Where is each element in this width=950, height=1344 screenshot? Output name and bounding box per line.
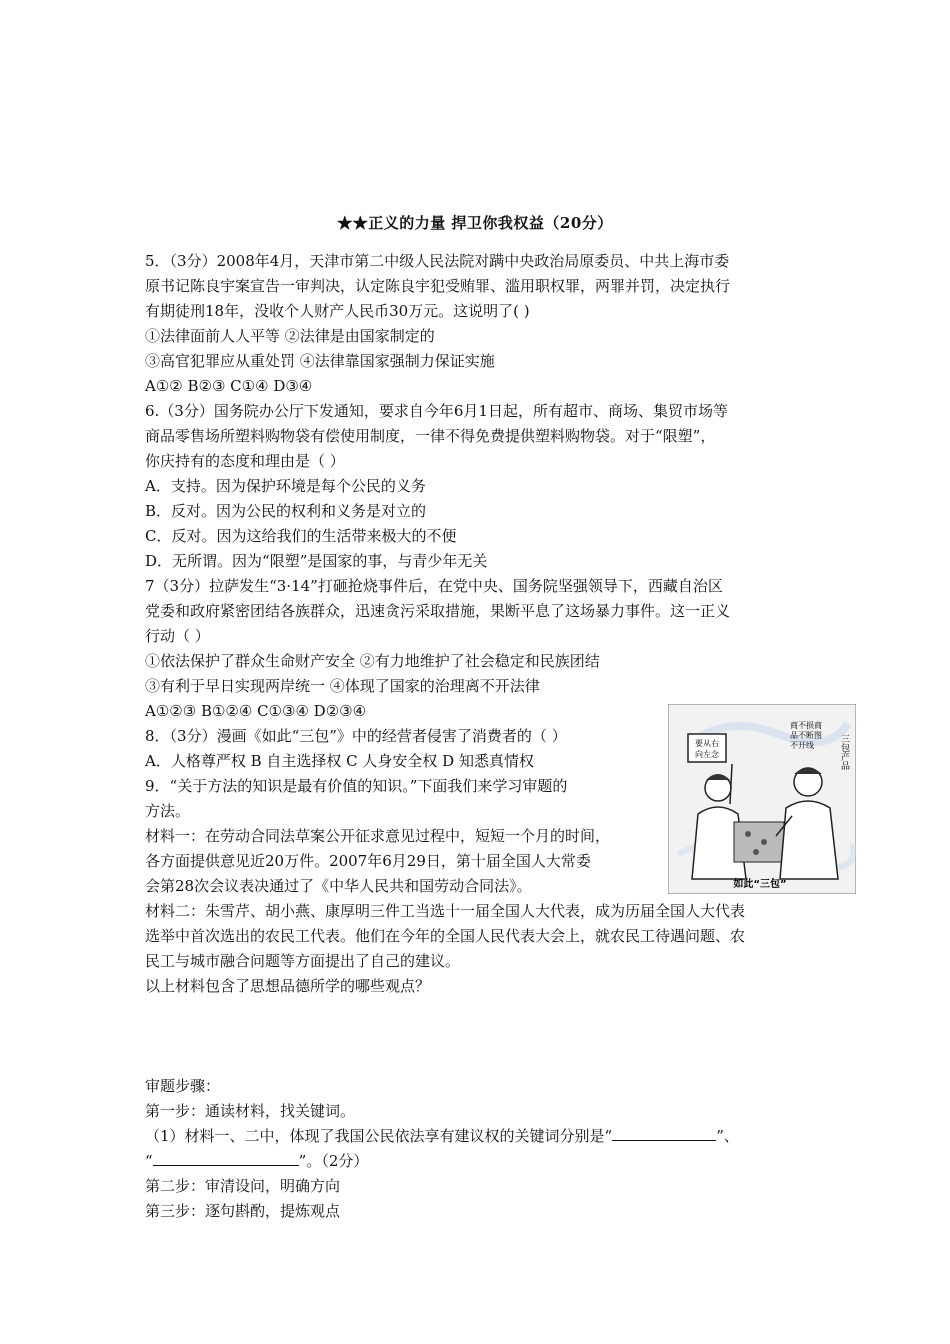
- q6-line-2: 商品零售场所塑料购物袋有偿使用制度，一律不得免费提供塑料购物袋。对于“限塑”，: [145, 427, 716, 445]
- cartoon-side-text: 三包产品: [839, 734, 849, 770]
- q5-options-2: ③高官犯罪应从重处罚 ④法律靠国家强制力保证实施: [145, 352, 495, 370]
- cartoon-bubble-left-2: 向左念: [695, 750, 719, 759]
- subquestion-score: ”。（2分）: [298, 1152, 369, 1170]
- q6-option-c: C．反对。因为这给我们的生活带来极大的不便: [145, 527, 457, 545]
- subquestion-text-tail: ”、: [716, 1127, 739, 1145]
- q9-line-2: 方法。: [145, 802, 191, 820]
- step-1-subquestion-line-2: [145, 1151, 368, 1171]
- q7-options-2: ③有利于早日实现两岸统一 ④体现了国家的治理离不开法律: [145, 677, 540, 695]
- q6-option-a: A．支持。因为保护环境是每个公民的义务: [145, 477, 426, 495]
- q6-line-1: 6.（3分）国务院办公厅下发通知，要求自今年6月1日起，所有超市、商场、集贸市场等: [145, 402, 728, 420]
- cartoon-image: [668, 704, 856, 894]
- cartoon-caption: 如此“三包”: [733, 879, 787, 890]
- q5-line-2: 原书记陈良宇案宣告一审判决，认定陈良宇犯受贿罪、滥用职权罪，两罪并罚，决定执行: [145, 277, 731, 295]
- q8-choices: A．人格尊严权 B 自主选择权 C 人身安全权 D 知悉真情权: [145, 752, 534, 770]
- q5-line-1: 5．（3分）2008年4月，天津市第二中级人民法院对蹒中央政治局原委员、中共上海市委: [145, 252, 730, 270]
- subquestion-text: （1）材料一、二中，体现了我国公民依法享有建议权的关键词分别是“: [145, 1127, 613, 1145]
- step-3: 第三步：逐句斟酌，提炼观点: [145, 1202, 341, 1220]
- q9-question: 以上材料包含了思想品德所学的哪些观点？: [145, 977, 431, 995]
- q9-material-1-line-3: 会第28次会议表决通过了《中华人民共和国劳动合同法》。: [145, 877, 532, 895]
- q9-material-2-line-3: 民工与城市融合问题等方面提出了自己的建议。: [145, 952, 461, 970]
- q5-choices: A①② B②③ C①④ D③④: [145, 377, 313, 395]
- step-1: 第一步：通读材料，找关键词。: [145, 1102, 356, 1120]
- q5-options-1: ①法律面前人人平等 ②法律是由国家制定的: [145, 327, 435, 345]
- answer-blank-1[interactable]: [612, 1126, 716, 1141]
- quote-open: “: [145, 1152, 153, 1170]
- q9-material-2-line-1: 材料二：朱雪芹、胡小燕、康厚明三件工当选十一届全国人大代表，成为历届全国人大代表: [145, 902, 746, 920]
- cartoon-right-text-1: 商不损商: [790, 721, 822, 730]
- q9-material-1-line-1: 材料一：在劳动合同法草案公开征求意见过程中，短短一个月的时间，: [145, 827, 611, 845]
- cartoon-right-text-2: 品不断图: [790, 731, 822, 740]
- q7-line-3: 行动（ ）: [145, 627, 210, 645]
- cartoon-right-text-3: 不开线: [790, 741, 814, 750]
- steps-heading: 审题步骤：: [145, 1077, 221, 1095]
- q7-line-2: 党委和政府紧密团结各族群众，迅速贪污采取措施，果断平息了这场暴力事件。这一正义: [145, 602, 731, 620]
- step-1-subquestion-line-1: [145, 1126, 739, 1146]
- cartoon-bubble-left-1: 要从右: [695, 739, 719, 748]
- q7-line-1: 7（3分）拉萨发生“3·14”打砸抢烧事件后，在党中央、国务院坚强领导下，西藏自治区: [145, 577, 723, 595]
- answer-blank-2[interactable]: [153, 1151, 299, 1166]
- q9-material-1-line-2: 各方面提供意见近20万件。2007年6月29日，第十届全国人大常委: [145, 852, 591, 870]
- q7-choices: A①②③ B①②④ C①③④ D②③④: [145, 702, 367, 720]
- q9-line-1: 9．“关于方法的知识是最有价值的知识。”下面我们来学习审题的: [145, 777, 568, 795]
- q9-material-2-line-2: 选举中首次选出的农民工代表。他们在今年的全国人民代表大会上，就农民工待遇问题、农: [145, 927, 746, 945]
- q6-option-d: D．无所谓。因为“限塑”是国家的事，与青少年无关: [145, 552, 488, 570]
- q6-option-b: B．反对。因为公民的权利和义务是对立的: [145, 502, 427, 520]
- q6-line-3: 你庆持有的态度和理由是（ ）: [145, 452, 345, 470]
- step-2: 第二步：审清设问，明确方向: [145, 1177, 341, 1195]
- section-title: ★★正义的力量 捍卫你我权益（20分）: [337, 214, 613, 232]
- q5-line-3: 有期徒刑18年，没收个人财产人民币30万元。这说明了( ): [145, 302, 530, 320]
- q8-line-1: 8．（3分）漫画《如此“三包”》中的经营者侵害了消费者的（ ）: [145, 727, 567, 745]
- q7-options-1: ①依法保护了群众生命财产安全 ②有力地维护了社会稳定和民族团结: [145, 652, 600, 670]
